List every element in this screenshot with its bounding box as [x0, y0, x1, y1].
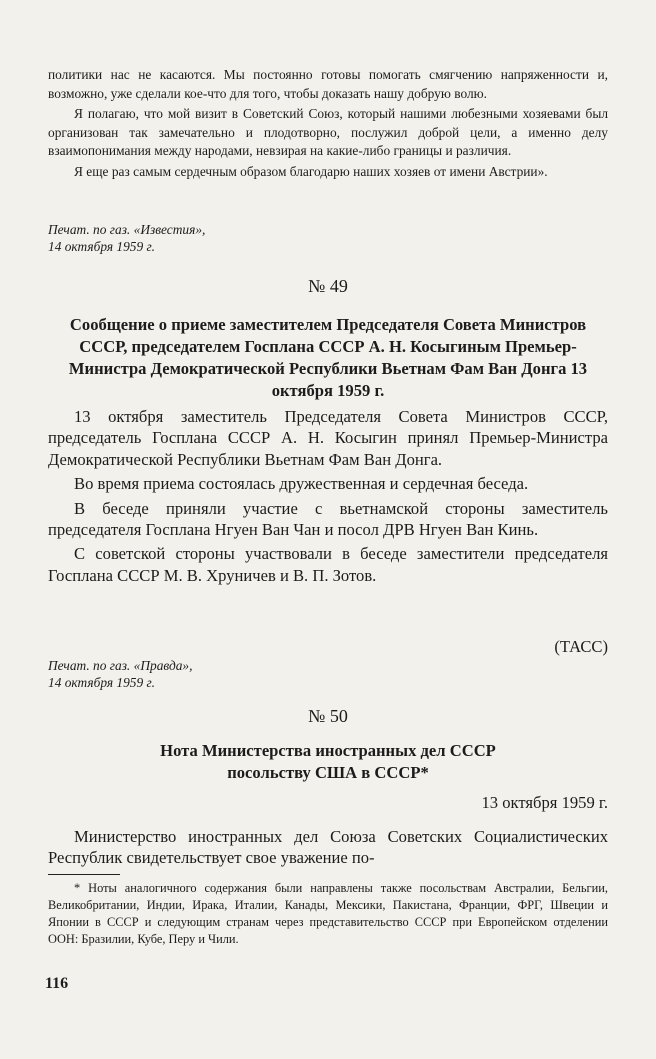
source-line: Печат. по газ. «Правда», [48, 658, 193, 673]
source-date: 14 октября 1959 г. [48, 238, 155, 254]
body-paragraph-2: Во время приема состоялась дружественная и сердечная беседа. [74, 474, 529, 494]
footnote-rule [48, 874, 120, 875]
source-date: 14 октября 1959 г. [48, 674, 155, 690]
intro-paragraph-1: политики нас не касаются. Мы постоянно готовы помогать смягчению напряженности и, возможно, уже сделали кое-что для того, чтобы доказать нашу добрую волю. [48, 67, 608, 101]
intro-text [48, 66, 608, 182]
source-line: Печат. по газ. «Известия», [48, 222, 206, 237]
body-paragraph-4: С советской стороны участвовали в беседе заместители председателя Госплана СССР М. В. Хруничев и В. П. Зотов. [48, 544, 608, 585]
document-heading: Нота Министерства иностранных дел СССР посольству США в СССР* [160, 741, 496, 782]
document-number: № 50 [308, 706, 348, 726]
intro-paragraph-3: Я еще раз самым сердечным образом благодарю наших хозяев от имени Австрии». [74, 163, 548, 179]
agency-credit: (ТАСС) [554, 637, 608, 656]
body-paragraph-3: В беседе приняли участие с вьетнамской стороны заместитель председателя Госплана Нгуен Ван Чан и посол ДРВ Нгуен Ван Кинь. [48, 498, 608, 540]
document-number: № 49 [308, 276, 348, 296]
document-body [48, 826, 608, 869]
intro-source [48, 222, 608, 255]
document-date: 13 октября 1959 г. [481, 793, 608, 812]
page-number: 116 [45, 975, 69, 992]
footnote-text: * Ноты аналогичного содержания были направлены также посольствам Австралии, Бельгии, Великобритании, Индии, Ирака, Италии, Канады, Мексики, Пакистана, Франции, ФРГ, Швеции и Японии в СССР и следующим странам через представительство СССР при Европейском отделении ООН: Бразилии, Кубе, Перу и Чили. [48, 881, 608, 946]
document-body [48, 406, 608, 586]
body-paragraph-1: Министерство иностранных дел Союза Советских Социалистических Республик свидетельствует свое уважение по- [48, 827, 608, 868]
document-heading: Сообщение о приеме заместителем Председателя Совета Министров СССР, председателем Госплана СССР А. Н. Косыгиным Премьер-Министра Демократической Республики Вьетнам Фам Ван Донга 13 октября 1959 г. [68, 315, 588, 400]
body-paragraph-1: 13 октября заместитель Председателя Совета Министров СССР, председатель Госплана СССР А. Н. Косыгин принял Премьер-Министра Демократической Республики Вьетнам Фам Ван Донга. [48, 407, 608, 469]
intro-paragraph-2: Я полагаю, что мой визит в Советский Союз, который нашими любезными хозяевами был организован так замечательно и плодотворно, послужил доброй цели, а именно делу взаимопонимания между народами, невзирая на какие-либо границы и различия. [48, 106, 608, 159]
footnote [48, 880, 608, 948]
document-source [48, 658, 608, 691]
